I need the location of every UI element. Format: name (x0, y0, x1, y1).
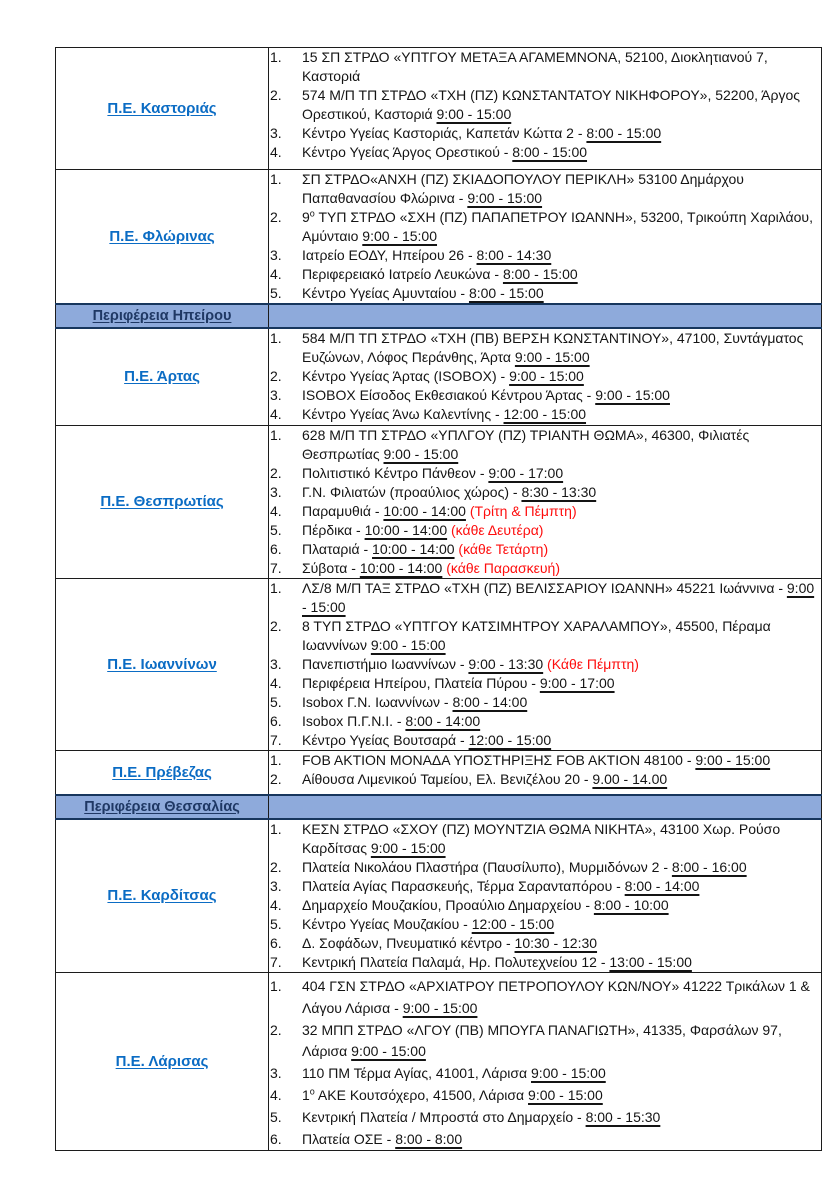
locations-cell (269, 170, 822, 305)
section-empty-cell (269, 304, 822, 328)
hours: 9.00 - 14.00 (592, 771, 668, 787)
location-text: 110 ΠΜ Τέρμα Αγίας, 41001, Λάρισα (302, 1065, 532, 1082)
location-text: ΑΚΕ Κουτσόχερο, 41500, Λάρισα (314, 1086, 529, 1103)
location-item (269, 712, 821, 731)
location-item (269, 540, 821, 559)
location-list (269, 170, 821, 303)
hours: 8:00 - 14:30 (476, 247, 552, 263)
hours: 8:00 - 15:00 (512, 144, 588, 160)
location-item (269, 284, 821, 303)
hours: 9:00 - 15:00 (509, 368, 584, 384)
hours: 8:00 - 14:00 (452, 694, 528, 710)
day-note: (κάθε Παρασκευή) (442, 560, 560, 576)
location-item (269, 896, 821, 915)
location-text: Isobox Π.Γ.Ν.Ι. - (302, 713, 406, 729)
hours: 9:00 - 15:00 (302, 580, 815, 615)
day-note: (Κάθε Πέμπτη) (543, 656, 639, 672)
location-item (269, 858, 821, 877)
hours: 9:00 - 15:00 (467, 190, 543, 206)
section-label-cell (56, 795, 269, 819)
location-text: 32 ΜΠΠ ΣΤΡΔΟ «ΛΓΟΥ (ΠΒ) ΜΠΟΥΓΑ ΠΑΝΑΓΙΩΤΗ», 41335, Φαρσάλων 97, Λάρισα (302, 1021, 782, 1060)
location-item (269, 820, 821, 858)
table-body (56, 48, 822, 1151)
location-text: ISOBOX Είσοδος Εκθεσιακού Κέντρου Άρτας - (302, 387, 596, 403)
location-item (269, 86, 821, 124)
location-item (269, 464, 821, 483)
section-label-cell (56, 304, 269, 328)
hours: 9:00 - 15:00 (370, 637, 446, 653)
location-item (269, 770, 821, 789)
region-label-cell (56, 48, 269, 170)
region-row (56, 48, 822, 170)
location-text: Δ. Σοφάδων, Πνευματικό κέντρο - (302, 935, 515, 951)
hours: 10:00 - 14:00 (372, 541, 455, 557)
hours: 12:00 - 15:00 (468, 732, 552, 748)
section-empty-cell (269, 795, 822, 819)
hours: 8:00 - 15:00 (502, 266, 578, 282)
location-item (269, 1085, 821, 1107)
location-text: Isobox Γ.Ν. Ιωαννίνων - (302, 694, 453, 710)
hours: 9:00 - 15:00 (351, 1043, 426, 1060)
location-item (269, 1107, 821, 1129)
location-item (269, 367, 821, 386)
location-text: Πλατεία ΟΣΕ - (302, 1130, 396, 1147)
location-text: 15 ΣΠ ΣΤΡΔΟ «ΥΠΤΓΟΥ ΜΕΤΑΞΑ ΑΓΑΜΕΜΝΟΝΑ, 52100, Διοκλητιανού 7, Καστοριά (302, 49, 768, 84)
location-text: FOB AKTION ΜΟΝΑΔΑ ΥΠΟΣΤΗΡΙΞΗΣ FOB AKTION 48100 - (302, 752, 696, 768)
locations-cell (269, 328, 822, 426)
region-label-cell (56, 751, 269, 796)
hours: 9:00 - 15:00 (436, 106, 512, 122)
hours: 9:00 - 15:00 (402, 999, 478, 1016)
region-label-link[interactable]: Π.Ε. Φλώρινας (109, 227, 215, 245)
region-label-link[interactable]: Π.Ε. Θεσπρωτίας (100, 493, 224, 510)
location-item (269, 1020, 821, 1064)
region-label-cell (56, 328, 269, 426)
location-text: 9 (302, 209, 310, 225)
location-item (269, 386, 821, 405)
location-text: 574 Μ/Π ΤΠ ΣΤΡΔΟ «ΤΧΗ (ΠΖ) ΚΩΝΣΤΑΝΤΑΤΟΥ ΝΙΚΗΦΟΡΟΥ», 52200, Άργος Ορεστικού, Καστοριά (302, 87, 801, 122)
hours: 8:00 - 15:00 (586, 125, 662, 141)
location-text: ΤΥΠ ΣΤΡΔΟ «ΣΧΗ (ΠΖ) ΠΑΠΑΠΕΤΡΟΥ ΙΩΑΝΝΗ», 53200, Τρικούπη Χαριλάου, Αμύνταιο (302, 209, 813, 244)
hours: 10:30 - 12:30 (514, 935, 598, 951)
location-text: Κεντρική Πλατεία / Μπροστά στο Δημαρχείο - (302, 1108, 586, 1125)
location-item (269, 521, 821, 540)
location-list (269, 48, 821, 162)
location-item (269, 877, 821, 896)
region-row (56, 170, 822, 305)
location-item (269, 953, 821, 972)
hours: 9:00 - 15:00 (531, 1065, 606, 1082)
location-text: Κέντρο Υγείας Άνω Καλεντίνης - (302, 406, 504, 422)
location-text: ΣΠ ΣΤΡΔΟ«ΑΝΧΗ (ΠΖ) ΣΚΙΑΔΟΠΟΥΛΟΥ ΠΕΡΙΚΛΗ» 53100 Δημάρχου Παπαθανασίου Φλώρινα - (302, 171, 744, 206)
location-item (269, 731, 821, 750)
region-label-link[interactable]: Π.Ε. Καρδίτσας (107, 887, 217, 904)
hours: 9:00 - 17:00 (488, 465, 564, 481)
hours: 8:00 - 10:00 (593, 897, 669, 913)
locations-cell (269, 973, 822, 1151)
location-item (269, 483, 821, 502)
location-text: 1 (302, 1086, 310, 1103)
location-item (269, 674, 821, 693)
hours: 9:00 - 15:00 (528, 1086, 603, 1103)
ordinal-sup: ο (309, 208, 315, 219)
locations-table (55, 47, 822, 1151)
location-text: Πέρδικα - (302, 522, 365, 538)
region-row (56, 973, 822, 1151)
location-item (269, 1063, 821, 1085)
hours: 9:00 - 13:30 (468, 656, 544, 672)
location-item (269, 48, 821, 86)
region-label-link[interactable]: Π.Ε. Λάρισας (115, 1052, 209, 1070)
region-row (56, 579, 822, 751)
location-item (269, 655, 821, 674)
location-item (269, 1129, 821, 1151)
locations-cell (269, 751, 822, 796)
hours: 10:00 - 14:00 (364, 522, 448, 538)
region-row (56, 751, 822, 796)
hours: 8:00 - 15:30 (585, 1108, 661, 1125)
hours: 9:00 - 15:00 (595, 387, 670, 403)
hours: 9:00 - 15:00 (362, 228, 438, 244)
region-label-link[interactable]: Π.Ε. Καστοριάς (107, 99, 217, 117)
location-text: Περιφέρεια Ηπείρου, Πλατεία Πύρου - (302, 675, 540, 691)
location-item (269, 170, 821, 208)
location-list (269, 976, 821, 1150)
location-text: Αίθουσα Λιμενικού Ταμείου, Ελ. Βενιζέλου 20 - (302, 771, 593, 787)
location-item (269, 502, 821, 521)
location-text: Κέντρο Υγείας Αμυνταίου - (302, 285, 469, 301)
location-item (269, 579, 821, 617)
location-list (269, 329, 821, 424)
location-item (269, 246, 821, 265)
location-text: ΚΕΣΝ ΣΤΡΔΟ «ΣΧΟΥ (ΠΖ) ΜΟΥΝΤΖΙΑ ΘΩΜΑ ΝΙΚΗΤΑ», 43100 Χωρ. Ρούσο Καρδίτσας (302, 821, 781, 856)
location-item (269, 751, 821, 770)
day-note: (κάθε Δευτέρα) (447, 522, 544, 538)
hours: 8:00 - 14:00 (405, 713, 481, 729)
location-text: Πλατεία Αγίας Παρασκευής, Τέρμα Σαρανταπόρου - (302, 878, 625, 894)
hours: 9:00 - 15:00 (695, 752, 771, 768)
location-item (269, 143, 821, 162)
region-row (56, 426, 822, 579)
location-item (269, 329, 821, 367)
section-row (56, 795, 822, 819)
location-text: Κέντρο Υγείας Άρτας (ISOBOX) - (302, 368, 510, 384)
location-item (269, 617, 821, 655)
region-row (56, 328, 822, 426)
location-text: Πλαταριά - (302, 541, 373, 557)
location-item (269, 915, 821, 934)
hours: 10:00 - 14:00 (359, 560, 443, 576)
location-text: Πανεπιστήμιο Ιωαννίνων - (302, 656, 469, 672)
location-text: Γ.Ν. Φιλιατών (προαύλιος χώρος) - (302, 484, 522, 500)
location-text: Ιατρείο ΕΟΔΥ, Ηπείρου 26 - (302, 247, 477, 263)
location-item (269, 559, 821, 578)
hours: 8:00 - 15:00 (468, 285, 544, 301)
location-text: Σύβοτα - (302, 560, 360, 576)
region-label-cell (56, 426, 269, 579)
location-text: Περιφερειακό Ιατρείο Λευκώνα - (302, 266, 503, 282)
location-text: Κέντρο Υγείας Μουζακίου - (302, 916, 472, 932)
location-text: Κέντρο Υγείας Άργος Ορεστικού - (302, 144, 513, 160)
location-text: 628 Μ/Π ΤΠ ΣΤΡΔΟ «ΥΠΛΓΟΥ (ΠΖ) ΤΡΙΑΝΤΗ ΘΩΜΑ», 46300, Φιλιατές Θεσπρωτίας (302, 427, 750, 462)
locations-cell (269, 48, 822, 170)
region-label-cell (56, 973, 269, 1151)
location-list (269, 820, 821, 972)
region-row (56, 819, 822, 973)
region-label-cell (56, 579, 269, 751)
ordinal-sup: ο (309, 1086, 315, 1097)
location-text: Κεντρική Πλατεία Παλαμά, Ηρ. Πολυτεχνείου 12 - (302, 954, 610, 970)
location-text: 584 Μ/Π ΤΠ ΣΤΡΔΟ «ΤΧΗ (ΠΒ) ΒΕΡΣΗ ΚΩΝΣΤΑΝΤΙΝΟΥ», 47100, Συντάγματος Ευζώνων, Λόφος Περάνθης, Άρτα (302, 330, 804, 365)
location-text: ΛΣ/8 Μ/Π ΤΑΞ ΣΤΡΔΟ «ΤΧΗ (ΠΖ) ΒΕΛΙΣΣΑΡΙΟΥ ΙΩΑΝΝΗ» 45221 Ιωάννινα - (302, 580, 787, 596)
hours: 9:00 - 15:00 (383, 446, 459, 462)
location-list (269, 579, 821, 750)
hours: 9:00 - 15:00 (514, 349, 590, 365)
locations-cell (269, 819, 822, 973)
region-label-link[interactable]: Π.Ε. Άρτας (124, 368, 200, 385)
location-item (269, 265, 821, 284)
section-header-link[interactable]: Περιφέρεια Θεσσαλίας (84, 799, 240, 815)
hours: 12:00 - 15:00 (471, 916, 555, 932)
location-text: Πολιτιστικό Κέντρο Πάνθεον - (302, 465, 489, 481)
location-item (269, 124, 821, 143)
location-list (269, 751, 821, 789)
location-text: Κέντρο Υγείας Καστοριάς, Καπετάν Κώττα 2 - (302, 125, 587, 141)
location-item (269, 693, 821, 712)
location-text: 8 ΤΥΠ ΣΤΡΔΟ «ΥΠΤΓΟΥ ΚΑΤΣΙΜΗΤΡΟΥ ΧΑΡΑΛΑΜΠΟΥ», 45500, Πέραμα Ιωαννίνων (302, 618, 771, 653)
region-label-cell (56, 170, 269, 305)
hours: 8:00 - 16:00 (671, 859, 747, 875)
hours: 9:00 - 17:00 (539, 675, 615, 691)
hours: 9:00 - 15:00 (370, 840, 446, 856)
location-list (269, 426, 821, 578)
region-label-link[interactable]: Π.Ε. Πρέβεζας (112, 763, 212, 781)
region-label-cell (56, 819, 269, 973)
location-item (269, 405, 821, 424)
hours: 8:00 - 14:00 (624, 878, 700, 894)
day-note: (Τρίτη & Πέμπτη) (465, 503, 577, 519)
hours: 8:00 - 8:00 (395, 1130, 463, 1147)
section-header-link[interactable]: Περιφέρεια Ηπείρου (92, 308, 232, 324)
hours: 8:30 - 13:30 (521, 484, 597, 500)
location-text: Παραμυθιά - (302, 503, 384, 519)
location-item (269, 426, 821, 464)
locations-cell (269, 426, 822, 579)
location-text: 404 ΓΣΝ ΣΤΡΔΟ «ΑΡΧΙΑΤΡΟΥ ΠΕΤΡΟΠΟΥΛΟΥ ΚΩΝ/ΝΟΥ» 41222 Τρικάλων 1 & Λάγου Λάρισα - (302, 978, 810, 1016)
hours: 10:00 - 14:00 (383, 503, 466, 519)
day-note: (κάθε Τετάρτη) (454, 541, 549, 557)
location-text: Κέντρο Υγείας Βουτσαρά - (302, 732, 469, 748)
location-item (269, 208, 821, 246)
hours: 13:00 - 15:00 (609, 954, 692, 970)
location-text: Πλατεία Νικολάου Πλαστήρα (Παυσίλυπο), Μυρμιδόνων 2 - (302, 859, 672, 875)
region-label-link[interactable]: Π.Ε. Ιωαννίνων (107, 655, 217, 673)
hours: 12:00 - 15:00 (503, 406, 587, 422)
location-text: Δημαρχείο Μουζακίου, Προαύλιο Δημαρχείου - (302, 897, 594, 913)
location-item (269, 934, 821, 953)
location-item (269, 976, 821, 1020)
locations-cell (269, 579, 822, 751)
section-row (56, 304, 822, 328)
